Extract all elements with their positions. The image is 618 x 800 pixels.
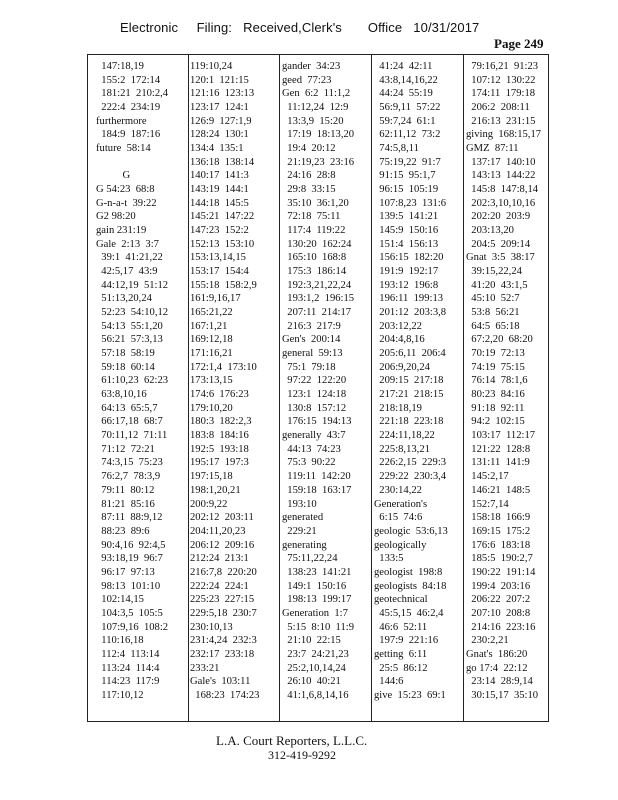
index-line: 121:16 123:13: [190, 88, 255, 100]
index-line: 145:9 150:16: [374, 225, 439, 237]
index-line: 165:10 168:8: [282, 252, 347, 264]
index-line: 155:18 158:2,9: [190, 279, 257, 291]
index-line: 140:17 141:3: [190, 170, 249, 182]
index-line: 192:5 193:18: [190, 443, 249, 455]
index-line: gander 34:23: [282, 61, 341, 72]
index-line: 151:4 156:13: [374, 238, 439, 250]
index-line: 212:24 213:1: [190, 553, 249, 565]
index-line: 145:2,17: [466, 471, 509, 483]
index-line: 206:22 207:2: [466, 594, 531, 606]
index-line: 110:16,18: [96, 635, 144, 647]
index-line: 216:7,8 220:20: [190, 566, 257, 578]
index-line: 39:1 41:21,22: [96, 252, 163, 264]
index-line: 201:12 203:3,8: [374, 307, 447, 319]
index-line: 145:8 147:8,14: [466, 184, 539, 196]
index-line: 91:18 92:11: [466, 402, 525, 414]
index-line: 214:16 223:16: [466, 621, 536, 633]
index-line: 222:24 224:1: [190, 580, 249, 592]
index-line: 138:23 141:21: [282, 566, 352, 578]
index-line: 103:17 112:17: [466, 430, 536, 442]
index-line: 29:8 33:15: [282, 184, 336, 196]
index-line: 174:11 179:18: [466, 88, 536, 100]
index-line: 147:23 152:2: [190, 225, 249, 237]
index-line: 41:1,6,8,14,16: [282, 689, 349, 701]
index-line: 56:9,11 57:22: [374, 102, 441, 114]
index-line: 165:21,22: [190, 307, 233, 319]
index-line: 137:17 140:10: [466, 156, 536, 168]
index-line: 169:15 175:2: [466, 525, 531, 537]
index-line: Gen 6:2 11:1,2: [282, 88, 351, 100]
index-line: 74:3,15 75:23: [96, 457, 163, 469]
index-line: 222:4 234:19: [96, 102, 161, 114]
index-line: 97:22 122:20: [282, 375, 347, 387]
index-line: 191:9 192:17: [374, 266, 439, 278]
index-line: 87:11 88:9,12: [96, 512, 163, 524]
index-line: 54:13 55:1,20: [96, 320, 163, 332]
index-line: 144:18 145:5: [190, 197, 249, 209]
index-line: 119:10,24: [190, 61, 233, 72]
index-line: 202:20 203:9: [466, 211, 531, 223]
index-line: 74:5,8,11: [374, 143, 419, 155]
index-line: future 58:14: [96, 143, 151, 155]
index-line: 158:18 166:9: [466, 512, 531, 524]
page-number: Page 249: [494, 36, 544, 51]
index-line: 75:19,22 91:7: [374, 156, 441, 168]
index-line: geologically: [374, 539, 427, 551]
index-line: 206:2 208:11: [466, 102, 530, 114]
index-line: gain 231:19: [96, 225, 147, 237]
index-line: 197:15,18: [190, 471, 233, 483]
index-column-2: [190, 60, 278, 703]
index-line: 209:15 217:18: [374, 375, 444, 387]
index-line: 25:5 86:12: [374, 662, 428, 674]
index-line: 80:23 84:16: [466, 389, 525, 401]
index-line: 6:15 74:6: [374, 512, 423, 524]
index-line: 88:23 89:6: [96, 525, 150, 537]
index-line: general 59:13: [282, 348, 343, 360]
index-line: 229:22 230:3,4: [374, 471, 447, 483]
index-line: 76:2,7 78:3,9: [96, 471, 161, 483]
index-line: 41:20 43:1,5: [466, 279, 528, 291]
index-line: 207:11 214:17: [282, 307, 352, 319]
index-line: geologic 53:6,13: [374, 525, 448, 537]
index-line: G-n-a-t 39:22: [96, 197, 157, 209]
index-line: 225:23 227:15: [190, 594, 255, 606]
index-line: 146:21 148:5: [466, 484, 531, 496]
index-line: 62:11,12 73:2: [374, 129, 441, 141]
index-line: 64:5 65:18: [466, 320, 520, 332]
index-line: Gale 2:13 3:7: [96, 238, 159, 250]
index-line: 155:2 172:14: [96, 74, 161, 86]
index-line: Generation 1:7: [282, 607, 348, 619]
index-line: 198:1,20,21: [190, 484, 241, 496]
index-line: geed 77:23: [282, 74, 332, 86]
index-line: 216:3 217:9: [282, 320, 341, 332]
index-line: giving 168:15,17: [466, 129, 542, 141]
index-line: 231:4,24 232:3: [190, 635, 257, 647]
index-line: 112:4 113:14: [96, 648, 160, 660]
index-line: 107:9,16 108:2: [96, 621, 169, 633]
column-divider: [188, 54, 189, 722]
index-line: 183:8 184:16: [190, 430, 249, 442]
index-line: 75:11,22,24: [282, 553, 338, 565]
index-line: 224:11,18,22: [374, 430, 435, 442]
index-line: 199:4 203:16: [466, 580, 531, 592]
index-line: 72:18 75:11: [282, 211, 341, 223]
index-line: 159:18 163:17: [282, 484, 352, 496]
index-line: 136:18 138:14: [190, 156, 255, 168]
index-line: 44:12,19 51:12: [96, 279, 169, 291]
index-line: 184:9 187:16: [96, 129, 161, 141]
column-divider: [463, 54, 464, 722]
index-line: 147:18,19: [96, 61, 144, 72]
index-line: 17:19 18:13,20: [282, 129, 355, 141]
index-line: 90:4,16 92:4,5: [96, 539, 166, 551]
index-line: 200:9,22: [190, 498, 228, 510]
index-line: 94:2 102:15: [466, 416, 525, 428]
index-line: 25:2,10,14,24: [282, 662, 346, 674]
index-line: 230:2,21: [466, 635, 509, 647]
index-line: 75:1 79:18: [282, 361, 336, 373]
index-line: 107:12 130:22: [466, 74, 536, 86]
index-line: G: [96, 170, 131, 182]
index-line: 44:24 55:19: [374, 88, 433, 100]
index-line: G2 98:20: [96, 211, 136, 223]
index-line: 56:21 57:3,13: [96, 334, 163, 346]
index-line: 43:8,14,16,22: [374, 74, 438, 86]
index-line: 26:10 40:21: [282, 676, 341, 688]
index-line: 67:2,20 68:20: [466, 334, 533, 346]
index-line: 181:21 210:2,4: [96, 88, 169, 100]
index-line: 113:24 114:4: [96, 662, 160, 674]
index-line: 51:13,20,24: [96, 293, 152, 305]
index-line: 117:4 119:22: [282, 225, 346, 237]
index-line: 139:5 141:21: [374, 211, 439, 223]
index-line: give 15:23 69:1: [374, 689, 446, 701]
index-line: 130:20 162:24: [282, 238, 352, 250]
index-line: 232:17 233:18: [190, 648, 255, 660]
index-line: 75:3 90:22: [282, 457, 336, 469]
index-line: 71:12 72:21: [96, 443, 155, 455]
index-line: 70:19 72:13: [466, 348, 525, 360]
index-line: G 54:23 68:8: [96, 184, 155, 196]
index-line: 145:21 147:22: [190, 211, 255, 223]
index-line: 76:14 78:1,6: [466, 375, 528, 387]
index-line: 81:21 85:16: [96, 498, 155, 510]
index-line: 66:17,18 68:7: [96, 416, 163, 428]
column-divider: [279, 54, 280, 722]
index-line: 196:11 199:13: [374, 293, 444, 305]
index-line: 193:12 196:8: [374, 279, 439, 291]
index-line: 143:13 144:22: [466, 170, 536, 182]
index-line: 59:7,24 61:1: [374, 115, 436, 127]
index-line: 185:5 190:2,7: [466, 553, 533, 565]
index-line: 195:17 197:3: [190, 457, 249, 469]
index-line: Gnat's 186:20: [466, 648, 528, 660]
index-line: 39:15,22,24: [466, 266, 522, 278]
index-line: 45:5,15 46:2,4: [374, 607, 444, 619]
index-line: 217:21 218:15: [374, 389, 444, 401]
index-line: 46:6 52:11: [374, 621, 428, 633]
index-line: generated: [282, 512, 324, 524]
index-line: 130:8 157:12: [282, 402, 347, 414]
index-line: 79:16,21 91:23: [466, 61, 539, 72]
index-line: 120:1 121:15: [190, 74, 249, 86]
index-line: 229:5,18 230:7: [190, 607, 257, 619]
index-line: go 17:4 22:12: [466, 662, 528, 674]
index-line: Generation's: [374, 498, 428, 510]
index-line: 107:8,23 131:6: [374, 197, 447, 209]
index-line: 190:22 191:14: [466, 566, 536, 578]
index-line: 117:10,12: [96, 689, 144, 701]
index-line: 24:16 28:8: [282, 170, 336, 182]
index-line: 41:24 42:11: [374, 61, 433, 72]
index-line: Gen's 200:14: [282, 334, 341, 346]
index-line: 5:15 8:10 11:9: [282, 621, 354, 633]
index-line: 203:13,20: [466, 225, 514, 237]
index-line: 153:13,14,15: [190, 252, 246, 264]
index-line: 133:5: [374, 553, 404, 565]
index-line: 229:21: [282, 525, 317, 537]
index-line: 35:10 36:1,20: [282, 197, 349, 209]
index-line: Gnat 3:5 38:17: [466, 252, 535, 264]
index-line: generating: [282, 539, 327, 551]
index-line: 143:19 144:1: [190, 184, 249, 196]
index-line: 104:3,5 105:5: [96, 607, 163, 619]
index-line: 225:8,13,21: [374, 443, 430, 455]
index-line: 193:10: [282, 498, 317, 510]
index-line: 167:1,21: [190, 320, 228, 332]
index-line: 176:15 194:13: [282, 416, 352, 428]
index-line: 13:3,9 15:20: [282, 115, 344, 127]
index-line: 53:8 56:21: [466, 307, 520, 319]
index-line: 63:8,10,16: [96, 389, 147, 401]
index-line: 175:3 186:14: [282, 266, 347, 278]
index-line: generally 43:7: [282, 430, 346, 442]
index-column-1: [96, 60, 184, 703]
index-line: 169:12,18: [190, 334, 233, 346]
index-line: 176:6 183:18: [466, 539, 531, 551]
index-line: 44:13 74:23: [282, 443, 341, 455]
index-line: 59:18 60:14: [96, 361, 155, 373]
index-line: 23:7 24:21,23: [282, 648, 349, 660]
index-line: 203:12,22: [374, 320, 422, 332]
index-line: 149:1 150:16: [282, 580, 347, 592]
index-line: 30:15,17 35:10: [466, 689, 539, 701]
index-line: 134:4 135:1: [190, 143, 244, 155]
index-line: geologist 198:8: [374, 566, 443, 578]
index-line: 204:11,20,23: [190, 525, 246, 537]
index-line: 102:14,15: [96, 594, 144, 606]
index-line: 226:2,15 229:3: [374, 457, 447, 469]
index-line: 79:11 80:12: [96, 484, 155, 496]
index-line: 174:6 176:23: [190, 389, 249, 401]
index-column-3: [282, 60, 370, 703]
index-line: 221:18 223:18: [374, 416, 444, 428]
index-line: 161:9,16,17: [190, 293, 241, 305]
filing-header: Electronic Filing: Received,Clerk's Office 10/31/2017: [120, 20, 480, 35]
index-line: 19:4 20:12: [282, 143, 336, 155]
index-line: 121:22 128:8: [466, 443, 531, 455]
index-line: 172:1,4 173:10: [190, 361, 257, 373]
index-line: 23:14 28:9,14: [466, 676, 533, 688]
index-line: 126:9 127:1,9: [190, 115, 252, 127]
index-line: 233:21: [190, 662, 220, 674]
index-line: 204:5 209:14: [466, 238, 531, 250]
index-line: 192:3,21,22,24: [282, 279, 352, 291]
index-line: 206:12 209:16: [190, 539, 255, 551]
index-line: 21:10 22:15: [282, 635, 341, 647]
index-line: 114:23 117:9: [96, 676, 160, 688]
index-line: 156:15 182:20: [374, 252, 444, 264]
index-line: 152:13 153:10: [190, 238, 255, 250]
index-line: 42:5,17 43:9: [96, 266, 158, 278]
index-line: geologists 84:18: [374, 580, 447, 592]
index-line: 207:10 208:8: [466, 607, 531, 619]
index-line: 123:1 124:18: [282, 389, 347, 401]
index-line: 230:10,13: [190, 621, 233, 633]
index-line: 91:15 95:1,7: [374, 170, 436, 182]
index-line: 171:16,21: [190, 348, 233, 360]
index-line: 173:13,15: [190, 375, 233, 387]
index-line: 128:24 130:1: [190, 129, 249, 141]
index-line: 179:10,20: [190, 402, 233, 414]
index-line: 131:11 141:9: [466, 457, 530, 469]
index-line: 204:4,8,16: [374, 334, 425, 346]
index-line: 61:10,23 62:23: [96, 375, 169, 387]
index-column-4: [374, 60, 462, 703]
index-line: 202:12 203:11: [190, 512, 254, 524]
index-line: [96, 156, 184, 170]
index-line: 64:13 65:5,7: [96, 402, 158, 414]
column-divider: [371, 54, 372, 722]
reporter-phone: 312-419-9292: [268, 748, 336, 762]
index-line: 197:9 221:16: [374, 635, 439, 647]
index-line: 96:17 97:13: [96, 566, 155, 578]
index-line: 123:17 124:1: [190, 102, 249, 114]
index-line: 202:3,10,10,16: [466, 197, 536, 209]
index-line: getting 6:11: [374, 648, 428, 660]
reporter-company: L.A. Court Reporters, L.L.C.: [216, 733, 368, 748]
index-line: 180:3 182:2,3: [190, 416, 252, 428]
index-line: 218:18,19: [374, 402, 422, 414]
index-line: 93:18,19 96:7: [96, 553, 163, 565]
index-line: 206:9,20,24: [374, 361, 430, 373]
index-line: 96:15 105:19: [374, 184, 439, 196]
index-line: 193:1,2 196:15: [282, 293, 355, 305]
index-line: 74:19 75:15: [466, 361, 525, 373]
index-line: 152:7,14: [466, 498, 509, 510]
index-line: GMZ 87:11: [466, 143, 519, 155]
index-line: 144:6: [374, 676, 404, 688]
index-line: Gale's 103:11: [190, 676, 251, 688]
index-line: 21:19,23 23:16: [282, 156, 355, 168]
index-line: 230:14,22: [374, 484, 422, 496]
index-line: 52:23 54:10,12: [96, 307, 169, 319]
index-line: 98:13 101:10: [96, 580, 161, 592]
index-line: 168:23 174:23: [190, 689, 260, 701]
index-line: furthermore: [96, 115, 147, 127]
index-line: 153:17 154:4: [190, 266, 249, 278]
index-line: 11:12,24 12:9: [282, 102, 349, 114]
index-line: 216:13 231:15: [466, 115, 536, 127]
index-line: 57:18 58:19: [96, 348, 155, 360]
index-column-5: [466, 60, 554, 703]
index-line: 205:6,11 206:4: [374, 348, 446, 360]
index-line: geotechnical: [374, 594, 428, 606]
index-line: 45:10 52:7: [466, 293, 520, 305]
index-line: 198:13 199:17: [282, 594, 352, 606]
index-line: 119:11 142:20: [282, 471, 351, 483]
index-line: 70:11,12 71:11: [96, 430, 168, 442]
